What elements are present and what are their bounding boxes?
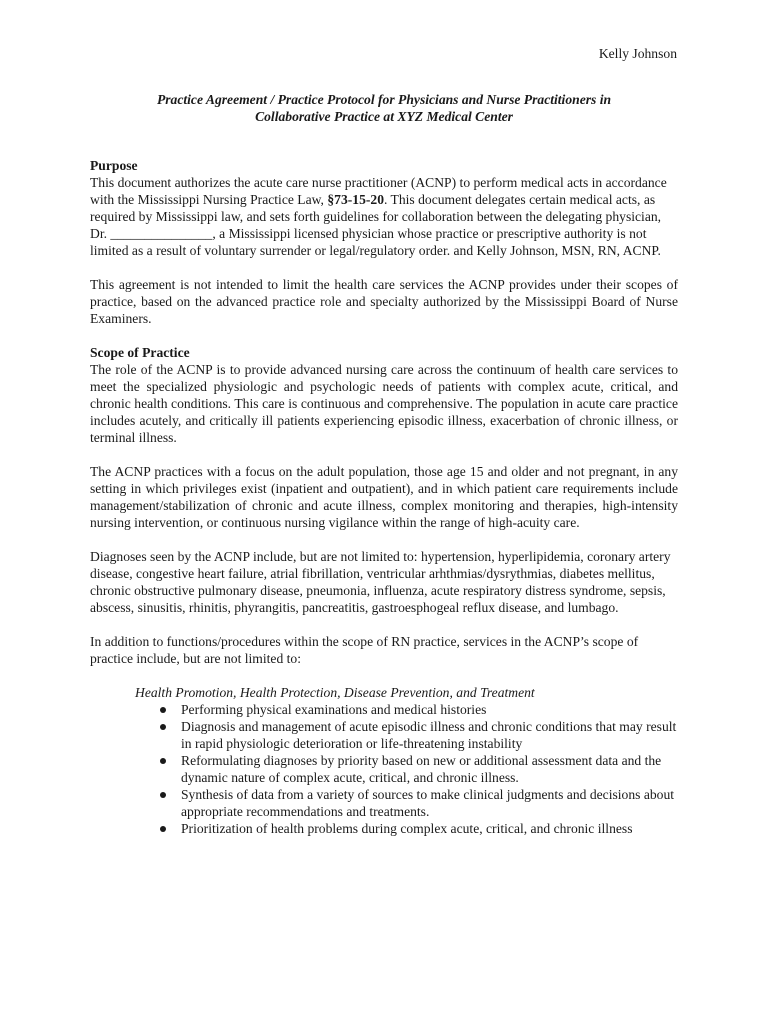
- purpose-paragraph-2: This agreement is not intended to limit the health care services the ACNP provides under their scopes of practice, based on the advanced practice role and specialty authorized by the Mississippi Board of Nurse Examiners.: [90, 277, 678, 326]
- list-item-text: Reformulating diagnoses by priority based on new or additional assessment data and the dynamic nature of complex acute, critical, and chronic illness.: [181, 753, 662, 785]
- list-item-text: Synthesis of data from a variety of sources to make clinical judgments and decisions about appropriate recommendations and treatments.: [181, 787, 675, 819]
- scope-paragraph-4: In addition to functions/procedures within the scope of RN practice, services in the ACNP’s scope of practice include, but are not limited to:: [90, 634, 639, 666]
- list-item-text: Prioritization of health problems during complex acute, critical, and chronic illness: [181, 821, 633, 836]
- bullet-icon: [160, 826, 166, 832]
- bullet-icon: [160, 724, 166, 730]
- list-item: [181, 701, 678, 718]
- document-title: [90, 91, 678, 125]
- purpose-paragraph-1: [90, 174, 678, 259]
- scope-paragraph-2: The ACNP practices with a focus on the adult population, those age 15 and older and not pregnant, in any setting in which privileges exist (inpatient and outpatient), and in which patient care requirements include management/stabilization of chronic and acute illness, complex monitoring and therapies, high-intensity nursing intervention, or continuous nursing vigilance within the range of high-acuity care.: [90, 464, 678, 530]
- scope-heading: Scope of Practice: [90, 345, 190, 360]
- list-item-text: Diagnosis and management of acute episodic illness and chronic conditions that may result in rapid physiologic deterioration or life-threatening instability: [181, 719, 677, 751]
- document-body: [90, 157, 678, 837]
- scope-paragraph-1: The role of the ACNP is to provide advanced nursing care across the continuum of health care services to meet the specialized physiologic and psychologic needs of patients with complex acute, critical, and chronic health conditions. This care is continuous and comprehensive. The population in acute care practice includes acutely, and critically ill patients experiencing episodic illness, exacerbation of chronic illness, or terminal illness.: [90, 362, 678, 445]
- bullet-icon: [160, 707, 166, 713]
- list-item: [181, 752, 678, 786]
- list-item-text: Performing physical examinations and medical histories: [181, 702, 487, 717]
- author-name: Kelly Johnson: [598, 46, 677, 61]
- bullet-icon: [160, 758, 166, 764]
- services-list: [90, 701, 678, 837]
- purpose-text-a: This document authorizes the acute care nurse practitioner (ACNP) to perform medical acts in accordance with the Mississippi Nursing Practice Law,: [90, 175, 667, 207]
- law-reference: §73-15-20: [327, 192, 384, 207]
- list-item: [181, 786, 678, 820]
- title-line-2: Collaborative Practice at XYZ Medical Center: [255, 109, 513, 124]
- bullet-icon: [160, 792, 166, 798]
- purpose-heading: Purpose: [90, 158, 138, 173]
- list-item: [181, 718, 678, 752]
- list-item: [181, 820, 678, 837]
- services-subheading: Health Promotion, Health Protection, Disease Prevention, and Treatment: [135, 685, 535, 700]
- scope-paragraph-3: Diagnoses seen by the ACNP include, but are not limited to: hypertension, hyperlipidemia, coronary artery disease, congestive heart failure, atrial fibrillation, ventricular arhthmias/dysrythmias, diabetes mellitus, chronic obstructive pulmonary disease, pneumonia, influenza, acute respiratory distress syndrome, sepsis, abscess, sinusitis, rhinitis, phyrangitis, pancreatitis, gastroesphogeal reflux disease, and lumbago.: [90, 549, 671, 615]
- title-line-1: Practice Agreement / Practice Protocol for Physicians and Nurse Practitioners in: [156, 92, 612, 107]
- purpose-text-b: . This document delegates certain medical acts, as required by Mississippi law, and sets forth guidelines for collaboration between the delegating physician, Dr. _______________, a Mississippi licensed physician whose practice or prescriptive authority is not limited as a result of voluntary surrender or legal/regulatory order. and Kelly Johnson, MSN, RN, ACNP.: [90, 192, 662, 258]
